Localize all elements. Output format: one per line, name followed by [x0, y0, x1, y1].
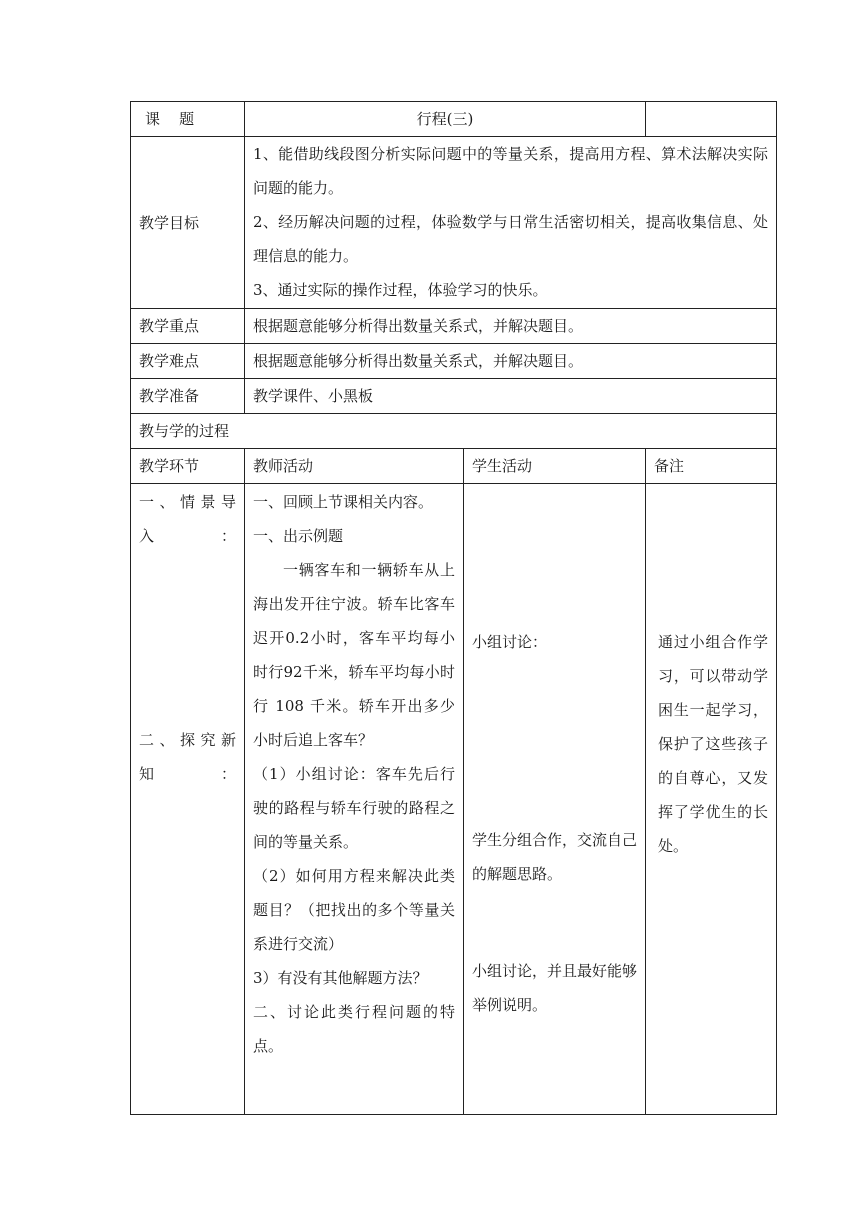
- student-spacer-3: [472, 891, 637, 954]
- prep-value: 教学课件、小黑板: [245, 379, 777, 414]
- stage-spacer: [139, 553, 236, 723]
- stage-cell: [131, 484, 245, 1115]
- student-activity-cell: [464, 484, 646, 1115]
- teacher-p5: （2）如何用方程来解决此类题目？（把找出的多个等量关系进行交流）: [253, 867, 455, 953]
- prep-label: 教学准备: [131, 379, 245, 414]
- teacher-p4: （1）小组讨论：客车先后行驶的路程与轿车行驶的路程之间的等量关系。: [253, 765, 455, 851]
- header-notes: 备注: [646, 449, 777, 484]
- notes-cell: [646, 484, 777, 1115]
- difficulty-value: 根据题意能够分析得出数量关系式，并解决题目。: [245, 344, 777, 379]
- stage-2: 二、探究新知：: [139, 731, 236, 783]
- lesson-plan-table: [130, 101, 777, 1115]
- focus-label: 教学重点: [131, 309, 245, 344]
- topic-empty-cell: [646, 102, 777, 137]
- goal-item-2: 2、经历解决问题的过程，体验数学与日常生活密切相关，提高收集信息、处理信息的能力。: [253, 213, 768, 265]
- prep-row: [131, 379, 777, 414]
- teacher-p2: 一、出示例题: [253, 527, 344, 545]
- header-teacher: 教师活动: [245, 449, 464, 484]
- header-student: 学生活动: [464, 449, 646, 484]
- activity-body-row: [131, 484, 777, 1115]
- process-row: [131, 414, 777, 449]
- goals-label: 教学目标: [131, 137, 245, 309]
- goals-row: [131, 137, 777, 309]
- focus-row: [131, 309, 777, 344]
- process-label: 教与学的过程: [131, 414, 777, 449]
- teacher-activity-cell: [245, 484, 464, 1115]
- student-s2: 学生分组合作，交流自己的解题思路。: [472, 831, 638, 883]
- goal-item-1: 1、能借助线段图分析实际问题中的等量关系，提高用方程、算术法解决实际问题的能力。: [253, 145, 768, 197]
- goal-item-3: 3、通过实际的操作过程，体验学习的快乐。: [253, 281, 548, 299]
- notes-spacer: [658, 484, 768, 625]
- topic-row: [131, 102, 777, 137]
- focus-value: 根据题意能够分析得出数量关系式，并解决题目。: [245, 309, 777, 344]
- teacher-p7: 二、讨论此类行程问题的特点。: [253, 1003, 455, 1055]
- student-s3: 小组讨论，并且最好能够举例说明。: [472, 962, 638, 1014]
- activity-header-row: [131, 449, 777, 484]
- goals-content: [245, 137, 777, 309]
- topic-value: 行程(三): [245, 102, 646, 137]
- difficulty-label: 教学难点: [131, 344, 245, 379]
- difficulty-row: [131, 344, 777, 379]
- teacher-p1: 一、回顾上节课相关内容。: [253, 493, 434, 511]
- student-spacer-2: [472, 659, 637, 823]
- student-s1: 小组讨论：: [472, 633, 548, 651]
- stage-1: 一、情景导入：: [139, 493, 236, 545]
- topic-label: 课 题: [131, 102, 245, 137]
- teacher-p6: 3）有没有其他解题方法？: [253, 969, 428, 987]
- teacher-example: 一辆客车和一辆轿车从上海出发开往宁波。轿车比客车迟开0.2小时，客车平均每小时行92千米，轿车平均每小时行 108 千米。轿车开出多少小时后追上客车？: [253, 561, 455, 749]
- header-stage: 教学环节: [131, 449, 245, 484]
- student-spacer-1: [472, 484, 637, 625]
- notes-text: 通过小组合作学习，可以带动学困生一起学习，保护了这些孩子的自尊心，又发挥了学优生的长处。: [658, 633, 768, 855]
